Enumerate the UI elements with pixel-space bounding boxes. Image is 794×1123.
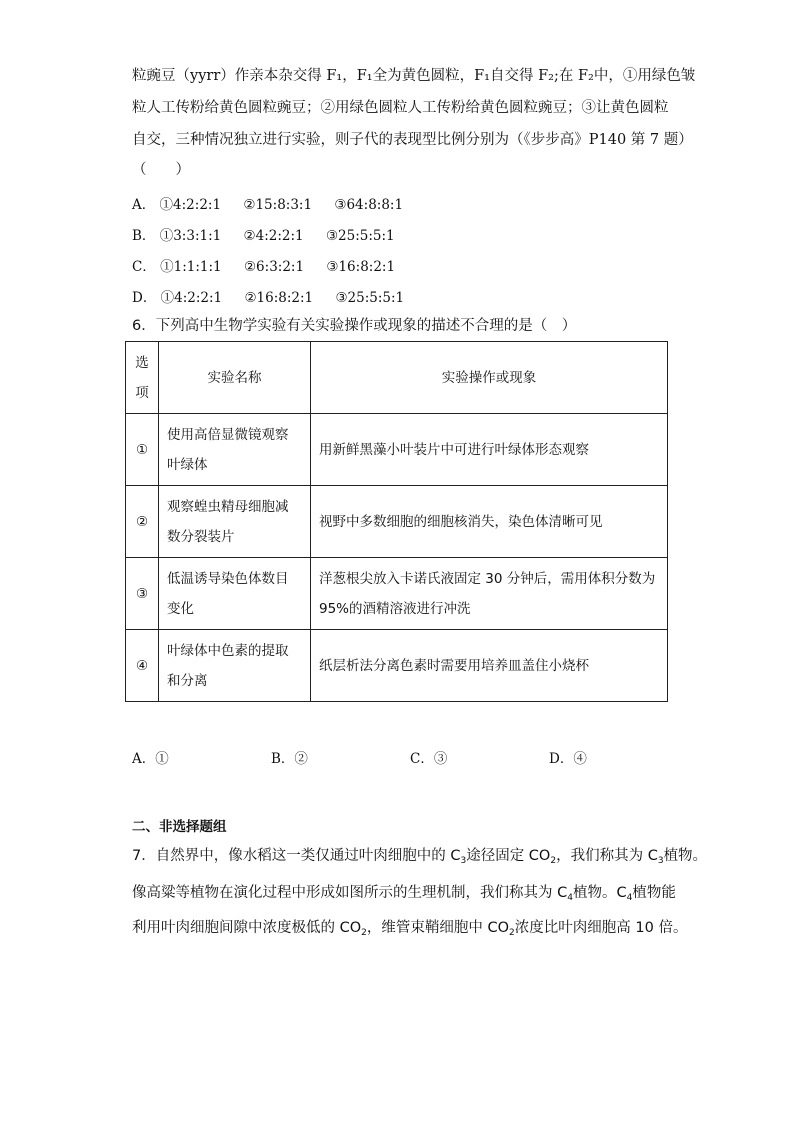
text-run: 途径固定 CO	[466, 848, 551, 864]
q7-line-3	[132, 918, 687, 938]
q5-option-b[interactable]	[132, 224, 395, 244]
subscript: 4	[567, 893, 573, 903]
row-operation	[311, 558, 668, 630]
row-name-line: 叶绿体	[167, 456, 208, 473]
option-part: ③25:5:5:1	[325, 228, 395, 244]
header-option-char: 选	[135, 354, 149, 371]
subscript: 2	[509, 928, 515, 938]
header-operation: 实验操作或现象	[311, 342, 668, 414]
option-part: ③16:8:2:1	[326, 259, 396, 275]
row-name-line: 变化	[167, 600, 194, 617]
row-name	[159, 486, 311, 558]
table-row	[126, 486, 668, 558]
q5-option-a[interactable]	[132, 193, 403, 213]
option-letter: D．	[132, 290, 157, 306]
option-letter: B．	[132, 228, 156, 244]
text-run: 浓度比叶肉细胞高 10 倍。	[514, 920, 688, 936]
header-name: 实验名称	[159, 342, 311, 414]
q5-stem-line-2: 粒人工传粉给黄色圆粒豌豆；②用绿色圆粒人工传粉给黄色圆粒豌豆；③让黄色圆粒	[132, 100, 669, 116]
q6-stem: 6．下列高中生物学实验有关实验操作或现象的描述不合理的是（ ）	[132, 318, 577, 334]
row-operation: 用新鲜黑藻小叶装片中可进行叶绿体形态观察	[311, 414, 668, 486]
row-number: ②	[126, 486, 159, 558]
row-name	[159, 630, 311, 702]
q5-option-d[interactable]	[132, 286, 404, 306]
text-run: 植物能	[632, 885, 676, 901]
text-run: 植物。C	[572, 885, 627, 901]
table-row	[126, 558, 668, 630]
q7-line-1	[132, 846, 707, 866]
header-option-char: 项	[135, 384, 149, 401]
text-run: 利用叶肉细胞间隙中浓度极低的 CO	[132, 920, 362, 936]
q5-stem-line-1: 粒豌豆（yyrr）作亲本杂交得 F₁，F₁全为黄色圆粒，F₁自交得 F₂;在 F₂中，①用绿色皱	[132, 68, 696, 84]
q6-answer-c[interactable]: C．③	[410, 751, 448, 767]
row-number: ④	[126, 630, 159, 702]
table-row	[126, 414, 668, 486]
option-part: ①4:2:2:1	[159, 197, 222, 213]
row-name	[159, 414, 311, 486]
text-run: ，我们称其为 C	[556, 848, 658, 864]
option-part: ②16:8:2:1	[244, 290, 314, 306]
row-operation-line: 95%的酒精溶液进行冲洗	[319, 600, 471, 617]
subscript: 3	[657, 856, 664, 866]
subscript: 2	[550, 856, 557, 866]
option-part: ①3:3:1:1	[159, 228, 222, 244]
row-name-line: 观察蝗虫精母细胞减	[167, 498, 289, 515]
option-part: ②15:8:3:1	[243, 197, 313, 213]
row-name	[159, 558, 311, 630]
q6-answer-b[interactable]: B．②	[271, 751, 308, 767]
row-name-line: 和分离	[167, 672, 208, 689]
option-letter: A．	[132, 197, 156, 213]
option-part: ①1:1:1:1	[160, 259, 222, 275]
row-name-line: 低温诱导染色体数目	[167, 570, 289, 587]
row-number: ③	[126, 558, 159, 630]
row-name-line: 数分裂装片	[167, 528, 235, 545]
row-name-line: 叶绿体中色素的提取	[167, 642, 289, 659]
section-heading: 二、非选择题组	[132, 819, 227, 835]
q7-line-2	[132, 883, 676, 903]
table-row	[126, 630, 668, 702]
option-part: ②6:3:2:1	[243, 259, 305, 275]
subscript: 4	[626, 893, 633, 903]
text-run: 植物。	[663, 848, 708, 864]
q5-stem-line-4: （ ）	[132, 162, 190, 178]
text-run: ，维管束鞘细胞中 CO	[366, 920, 510, 936]
row-operation: 纸层析法分离色素时需要用培养皿盖住小烧杯	[311, 630, 668, 702]
q6-answer-a[interactable]: A．①	[132, 751, 169, 767]
option-part: ①4:2:2:1	[160, 290, 223, 306]
text-run: 7．自然界中，像水稻这一类仅通过叶肉细胞中的 C	[132, 848, 461, 864]
row-number: ①	[126, 414, 159, 486]
q5-option-c[interactable]	[132, 255, 395, 275]
text-run: 像高粱等植物在演化过程中形成如图所示的生理机制，我们称其为 C	[132, 885, 568, 901]
subscript: 3	[460, 856, 467, 866]
row-operation: 视野中多数细胞的细胞核消失，染色体清晰可见	[311, 486, 668, 558]
table-header-row	[126, 342, 668, 414]
option-letter: C．	[132, 259, 156, 275]
option-part: ②4:2:2:1	[243, 228, 304, 244]
subscript: 2	[361, 928, 367, 938]
header-option	[126, 342, 159, 414]
row-name-line: 使用高倍显微镜观察	[167, 426, 289, 443]
q6-table	[125, 341, 668, 702]
option-part: ③64:8:8:1	[334, 197, 404, 213]
row-operation-line: 洋葱根尖放入卡诺氏液固定 30 分钟后，需用体积分数为	[319, 570, 656, 587]
q5-stem-line-3: 自交，三种情况独立进行实验，则子代的表现型比例分别为（《步步高》P140 第 7 题）	[132, 132, 693, 148]
option-part: ③25:5:5:1	[335, 290, 405, 306]
q6-answer-d[interactable]: D．④	[549, 751, 587, 767]
